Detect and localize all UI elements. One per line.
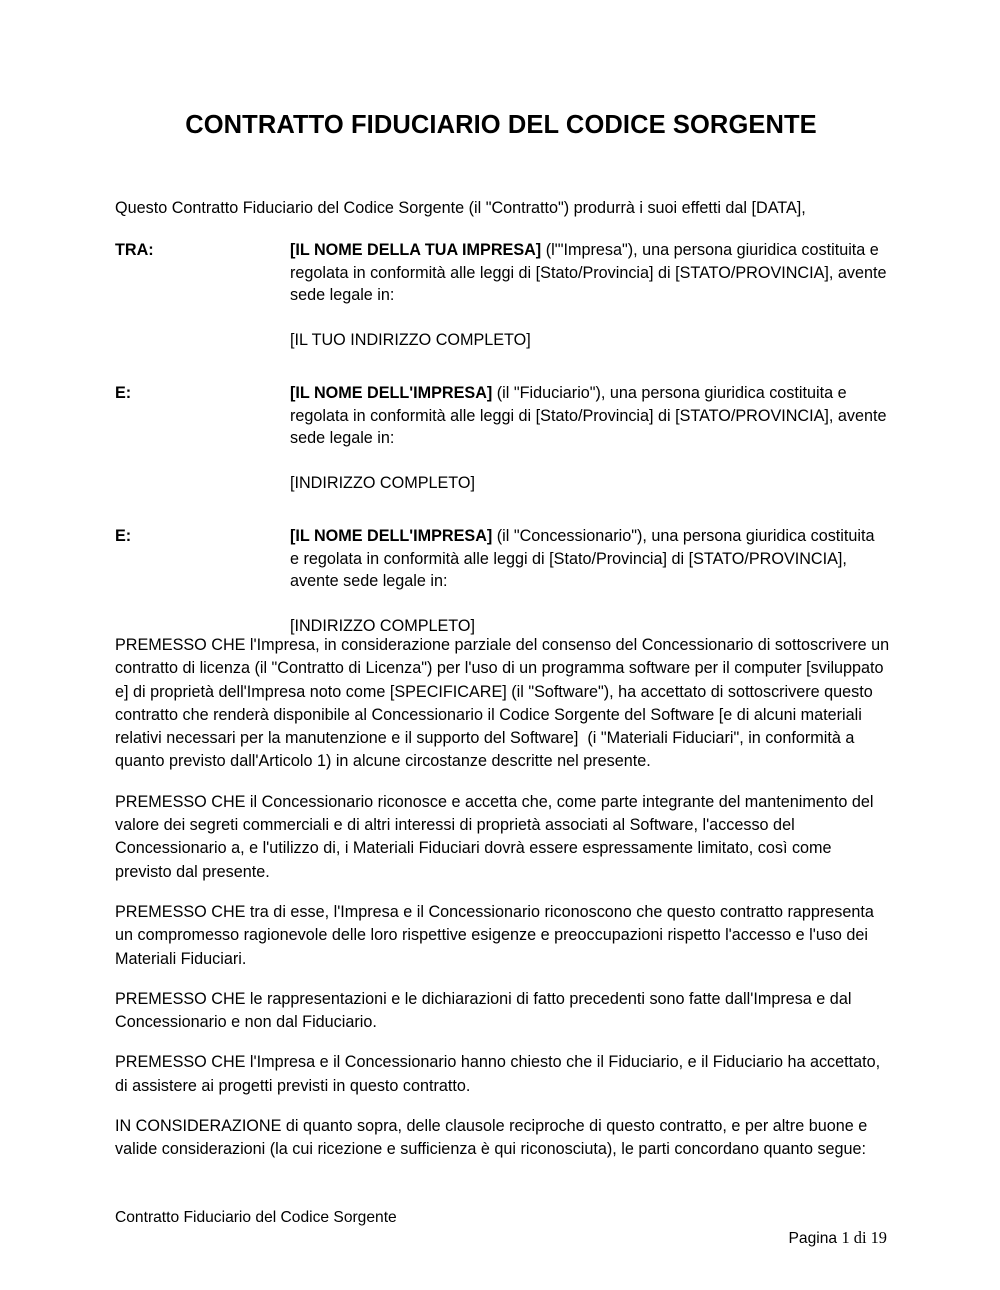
recital-paragraph: PREMESSO CHE il Concessionario riconosce e accetta che, come parte integrante del mantenimento del valore dei segreti commerciali e di altri interessi di proprietà associati al Software, l'accesso del Concessionario a, e l'utilizzo di, i Materiali Fiduciari dovrà essere espressamente limitato, così come previsto dal presente. xyxy=(115,792,878,881)
party-block-impresa xyxy=(115,239,887,351)
party-body xyxy=(290,525,887,637)
recital-paragraph: PREMESSO CHE l'Impresa e il Concessionario hanno chiesto che il Fiduciario, e il Fiduciario ha accettato, di assistere ai progetti previsti in questo contratto. xyxy=(115,1053,885,1095)
party-address-placeholder: [INDIRIZZO COMPLETO] xyxy=(290,616,475,635)
party-label: E: xyxy=(115,384,132,402)
party-label: E: xyxy=(115,527,132,545)
party-description: (l'"Impresa"), una persona giuridica costituita e regolata in conformità alle leggi di [Stato/Provincia] di [STATO/PROVINCIA], avente sede legale in: xyxy=(290,241,887,304)
party-address-placeholder: [IL TUO INDIRIZZO COMPLETO] xyxy=(290,330,531,349)
party-body xyxy=(290,239,887,351)
page-footer xyxy=(115,1208,887,1269)
party-label: TRA: xyxy=(115,241,154,259)
party-body xyxy=(290,382,887,494)
party-block-fiduciario xyxy=(115,382,887,494)
party-description: (il "Fiduciario"), una persona giuridica costituita e regolata in conformità alle leggi di [Stato/Provincia] di [STATO/PROVINCIA], avente sede legale in: xyxy=(290,384,887,447)
parties-section xyxy=(115,239,887,668)
company-name-placeholder: [IL NOME DELL'IMPRESA] xyxy=(290,384,493,402)
footer-of-word: di xyxy=(853,1228,867,1247)
company-name-placeholder: [IL NOME DELL'IMPRESA] xyxy=(290,527,493,545)
recital-paragraph: PREMESSO CHE tra di esse, l'Impresa e il Concessionario riconoscono che questo contratto rappresenta un compromesso ragionevole delle loro rispettive esigenze e preoccupazioni rispetto l'accesso e l'uso dei Materiali Fiduciari. xyxy=(115,902,879,968)
recital-paragraph: PREMESSO CHE l'Impresa, in considerazione parziale del consenso del Concessionario di sottoscrivere un contratto di licenza (il "Contratto di Licenza") per l'uso di un programma software per il computer [sviluppato e] di proprietà dell'Impresa noto come [SPECIFICARE] (il "Software"), ha accettato di sottoscrivere questo contratto che renderà disponibile al Concessionario il Codice Sorgente del Software [e di alcuni materiali relativi necessari per la manutenzione e il supporto del Software] (i "Materiali Fiduciari", in conformità a quanto previsto dall'Articolo 1) in alcune circostanze descritte nel presente. xyxy=(115,636,894,771)
intro-paragraph: Questo Contratto Fiduciario del Codice Sorgente (il "Contratto") produrrà i suoi effetti dal [DATA], xyxy=(115,199,806,218)
recital-paragraph: PREMESSO CHE le rappresentazioni e le dichiarazioni di fatto precedenti sono fatte dall'Impresa e dal Concessionario e non dal Fiduciario. xyxy=(115,989,856,1032)
company-name-placeholder: [IL NOME DELLA TUA IMPRESA] xyxy=(290,241,542,259)
footer-page-word: Pagina xyxy=(788,1230,838,1247)
footer-total-pages: 19 xyxy=(870,1228,887,1247)
party-description-line xyxy=(290,525,887,593)
party-address-placeholder: [INDIRIZZO COMPLETO] xyxy=(290,473,475,492)
party-block-concessionario xyxy=(115,525,887,637)
footer-document-name: Contratto Fiduciario del Codice Sorgente xyxy=(115,1209,397,1226)
footer-page-number: 1 xyxy=(841,1228,850,1247)
party-description-line xyxy=(290,382,887,450)
party-description-line xyxy=(290,239,887,307)
footer-page-indicator xyxy=(763,1208,887,1269)
recital-paragraph: IN CONSIDERAZIONE di quanto sopra, delle clausole reciproche di questo contratto, e per altre buone e valide considerazioni (la cui ricezione e sufficienza è qui riconosciuta), le parti concordano quanto segue: xyxy=(115,1117,872,1159)
recitals-section xyxy=(115,634,894,1162)
page-title: CONTRATTO FIDUCIARIO DEL CODICE SORGENTE xyxy=(185,111,817,139)
party-description: (il "Concessionario"), una persona giuridica costituita e regolata in conformità alle leggi di [Stato/Provincia] di [STATO/PROVINCIA], avente sede legale in: xyxy=(290,527,875,590)
